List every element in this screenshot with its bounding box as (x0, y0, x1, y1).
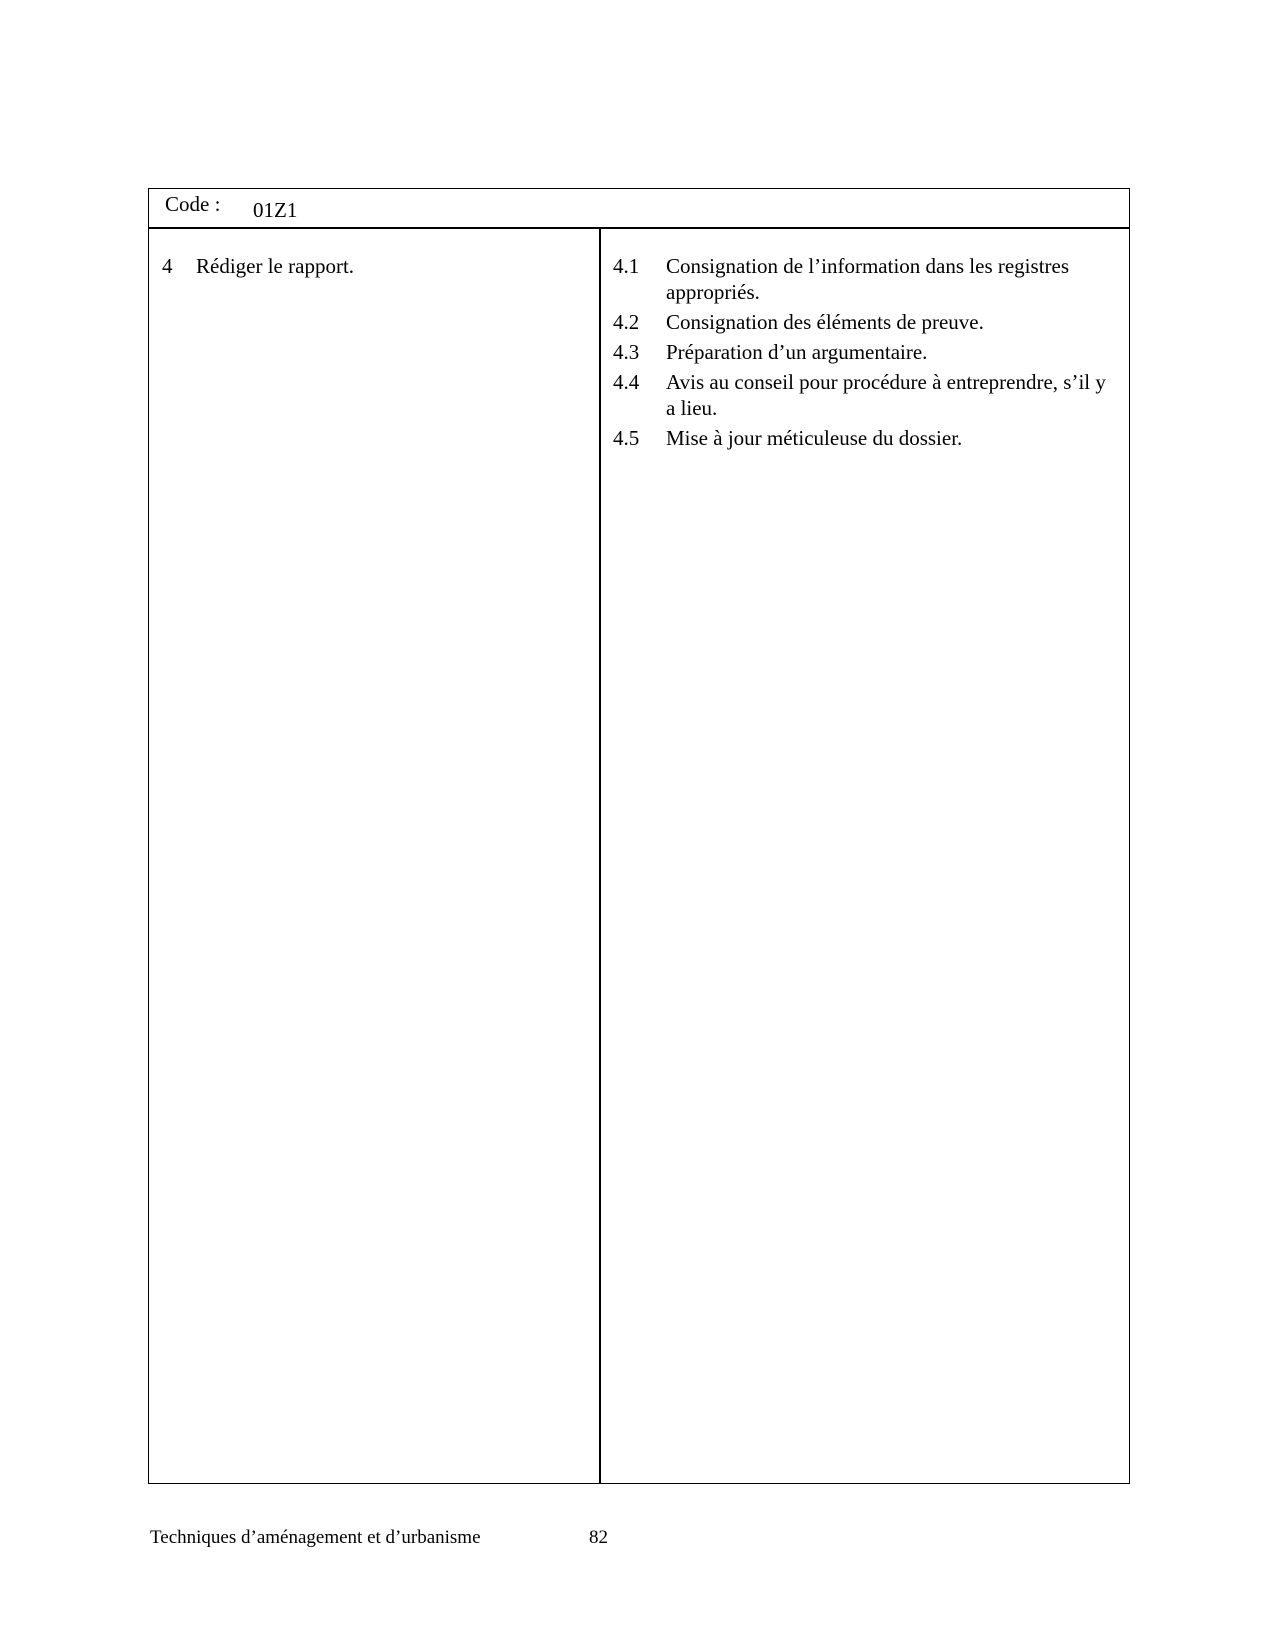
criterion-number: 4.2 (613, 310, 640, 334)
criterion-number: 4.3 (613, 340, 640, 364)
criterion-item (613, 425, 1113, 451)
criterion-text: Consignation de l’information dans les registres appropriés. (666, 254, 1070, 304)
code-label: Code : (165, 192, 221, 216)
competency-text: Rédiger le rapport. (196, 254, 355, 278)
code-row (149, 189, 1129, 229)
criteria-list (613, 253, 1113, 455)
criterion-item (613, 369, 1113, 421)
criterion-text: Avis au conseil pour procédure à entreprendre, s’il y a lieu. (666, 370, 1106, 420)
criterion-text: Préparation d’un argumentaire. (666, 340, 928, 364)
performance-criteria-cell (601, 229, 1129, 1483)
criterion-item (613, 339, 1113, 365)
competency-element (162, 253, 354, 279)
page-number: 82 (589, 1527, 608, 1548)
criterion-number: 4.1 (613, 254, 640, 278)
competency-element-cell (149, 229, 599, 1483)
footer-title: Techniques d’aménagement et d’urbanisme (150, 1527, 481, 1548)
criterion-text: Mise à jour méticuleuse du dossier. (666, 426, 963, 450)
competency-table (148, 188, 1130, 1484)
code-value: 01Z1 (253, 198, 298, 222)
criterion-item (613, 309, 1113, 335)
competency-number: 4 (162, 254, 173, 278)
criterion-number: 4.5 (613, 426, 640, 450)
criterion-text: Consignation des éléments de preuve. (666, 310, 984, 334)
criterion-number: 4.4 (613, 370, 640, 394)
criterion-item (613, 253, 1113, 305)
